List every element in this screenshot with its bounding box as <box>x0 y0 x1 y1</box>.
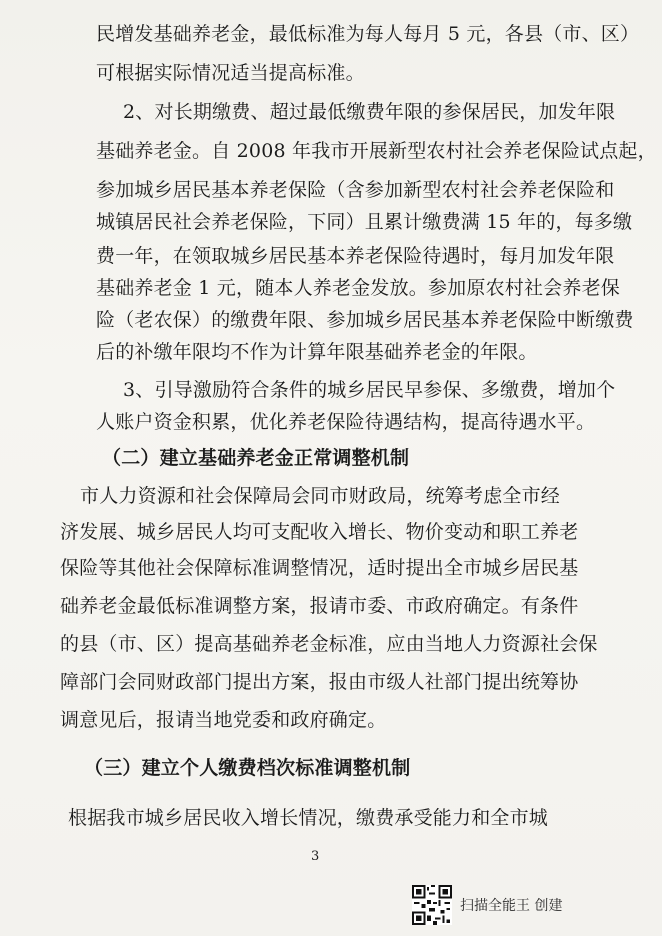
text-line: 基础养老金 1 元，随本人养老金发放。参加原农村社会养老保 <box>96 277 620 299</box>
text-line: 人账户资金积累，优化养老保险待遇结构，提高待遇水平。 <box>96 411 596 433</box>
section-heading: （三）建立个人缴费档次标准调整机制 <box>84 757 411 779</box>
text-line: 础养老金最低标准调整方案，报请市委、市政府确定。有条件 <box>60 595 579 617</box>
scanner-text: 扫描全能王 创建 <box>460 898 563 914</box>
qr-code-icon <box>412 885 452 925</box>
text-line: 后的补缴年限均不作为计算年限基础养老金的年限。 <box>96 341 538 363</box>
section-heading: （二）建立基础养老金正常调整机制 <box>102 447 410 469</box>
text-line: 保险等其他社会保障标准调整情况，适时提出全市城乡居民基 <box>60 557 579 579</box>
text-line: 的县（市、区）提高基础养老金标准，应由当地人力资源社会保 <box>60 633 598 655</box>
text-line: 可根据实际情况适当提高标准。 <box>96 62 365 84</box>
text-line: 3、引导激励符合条件的城乡居民早参保、多缴费，增加个 <box>123 379 616 401</box>
text-line: 2、对长期缴费、超过最低缴费年限的参保居民，加发年限 <box>123 101 616 123</box>
text-line: 城镇居民社会养老保险，下同）且累计缴费满 15 年的，每多缴 <box>96 211 633 233</box>
text-line: 基础养老金。自 2008 年我市开展新型农村社会养老保险试点起， <box>96 140 657 162</box>
text-line: 市人力资源和社会保障局会同市财政局，统筹考虑全市经 <box>80 485 561 507</box>
text-line: 险（老农保）的缴费年限、参加城乡居民基本养老保险中断缴费 <box>96 309 634 331</box>
text-line: 参加城乡居民基本养老保险（含参加新型农村社会养老保险和 <box>96 179 615 201</box>
text-line: 民增发基础养老金，最低标准为每人每月 5 元，各县（市、区） <box>96 23 640 45</box>
text-line: 障部门会同财政部门提出方案，报由市级人社部门提出统筹协 <box>60 671 579 693</box>
text-line: 根据我市城乡居民收入增长情况，缴费承受能力和全市城 <box>68 807 549 829</box>
text-line: 调意见后，报请当地党委和政府确定。 <box>60 709 387 731</box>
text-line: 济发展、城乡居民人均可支配收入增长、物价变动和职工养老 <box>60 521 579 543</box>
page-number: 3 <box>311 849 320 864</box>
scanner-watermark <box>412 885 562 925</box>
text-line: 费一年，在领取城乡居民基本养老保险待遇时，每月加发年限 <box>96 245 615 267</box>
